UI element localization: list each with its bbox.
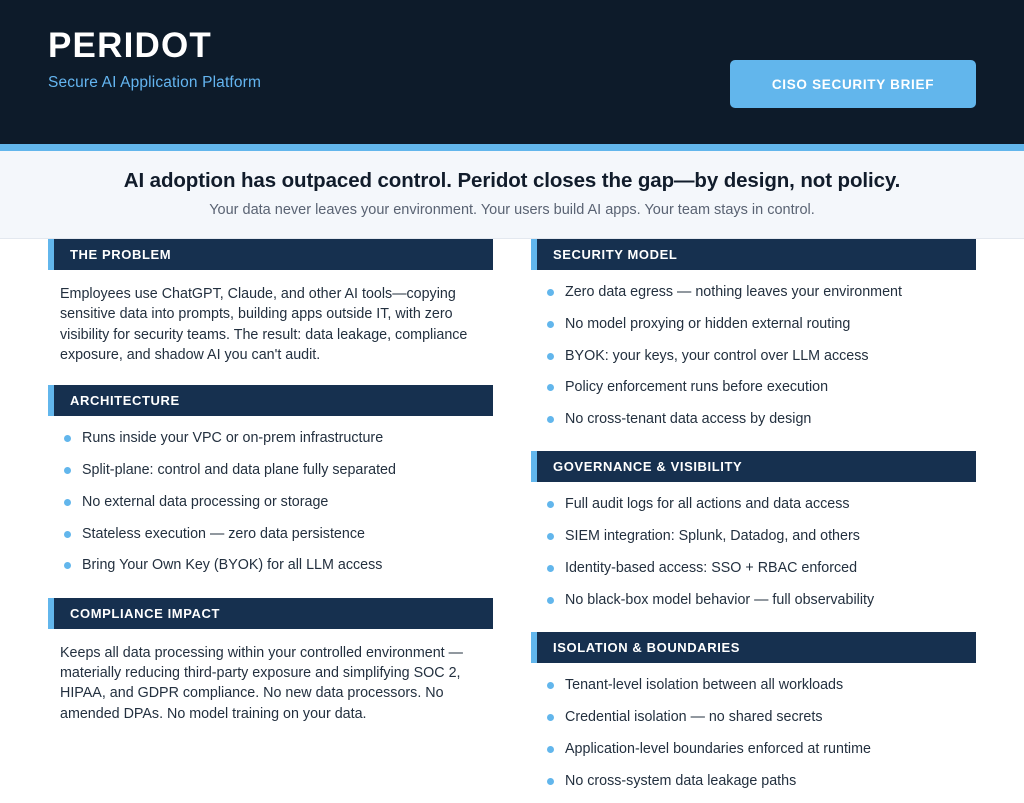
list-item: BYOK: your keys, your control over LLM access: [543, 347, 968, 366]
content-columns: [0, 239, 1024, 803]
section-heading: ISOLATION & BOUNDARIES: [531, 632, 976, 663]
left-column: [48, 239, 493, 803]
header-accent-rule: [0, 144, 1024, 151]
section-heading: THE PROBLEM: [48, 239, 493, 270]
list-item: No black-box model behavior — full observability: [543, 591, 968, 610]
list-item: SIEM integration: Splunk, Datadog, and others: [543, 527, 968, 546]
list-item: Tenant-level isolation between all workloads: [543, 676, 968, 695]
list-item: No model proxying or hidden external routing: [543, 315, 968, 334]
section-paragraph: Employees use ChatGPT, Claude, and other AI tools—copying sensitive data into prompts, building apps outside IT, with zero visibility for security teams. The result: data leakage, compliance exposure, and shadow AI you can't audit.: [60, 286, 468, 363]
list-item: Application-level boundaries enforced at runtime: [543, 740, 968, 759]
list-item: Bring Your Own Key (BYOK) for all LLM access: [60, 556, 485, 575]
brand-title: PERIDOT: [48, 26, 212, 65]
list-item: Split-plane: control and data plane fully separated: [60, 461, 485, 480]
list-item: Credential isolation — no shared secrets: [543, 708, 968, 727]
list-item: No cross-tenant data access by design: [543, 410, 968, 429]
list-item: Stateless execution — zero data persistence: [60, 525, 485, 544]
section-bullet-list: [531, 270, 976, 441]
list-item: Policy enforcement runs before execution: [543, 378, 968, 397]
list-item: Runs inside your VPC or on-prem infrastructure: [60, 429, 485, 448]
section-paragraph: Keeps all data processing within your controlled environment — materially reducing third-party exposure and simplifying SOC 2, HIPAA, and GDPR compliance. No new data processors. No amended DPAs. No model training on your data.: [60, 644, 463, 722]
list-item: Identity-based access: SSO + RBAC enforced: [543, 559, 968, 578]
section-heading: ARCHITECTURE: [48, 385, 493, 416]
list-item: No external data processing or storage: [60, 493, 485, 512]
section-heading: COMPLIANCE IMPACT: [48, 598, 493, 629]
right-column: [531, 239, 976, 803]
list-item: Full audit logs for all actions and data access: [543, 495, 968, 514]
page-header: [0, 0, 1024, 144]
section-bullet-list: [531, 663, 976, 803]
section-bullet-list: [531, 482, 976, 622]
section-bullet-list: [48, 416, 493, 587]
page-title: AI adoption has outpaced control. Peridot closes the gap—by design, not policy.: [123, 169, 901, 192]
section-heading: SECURITY MODEL: [531, 239, 976, 270]
status-badge: CISO SECURITY BRIEF: [730, 60, 976, 108]
lede-band: [0, 151, 1024, 239]
list-item: No cross-system data leakage paths: [543, 772, 968, 791]
page-subtitle: Your data never leaves your environment. Your users build AI apps. Your team stays in control.: [209, 202, 815, 218]
list-item: Zero data egress — nothing leaves your environment: [543, 283, 968, 302]
brand-tagline: Secure AI Application Platform: [48, 74, 262, 92]
section-heading: GOVERNANCE & VISIBILITY: [531, 451, 976, 482]
